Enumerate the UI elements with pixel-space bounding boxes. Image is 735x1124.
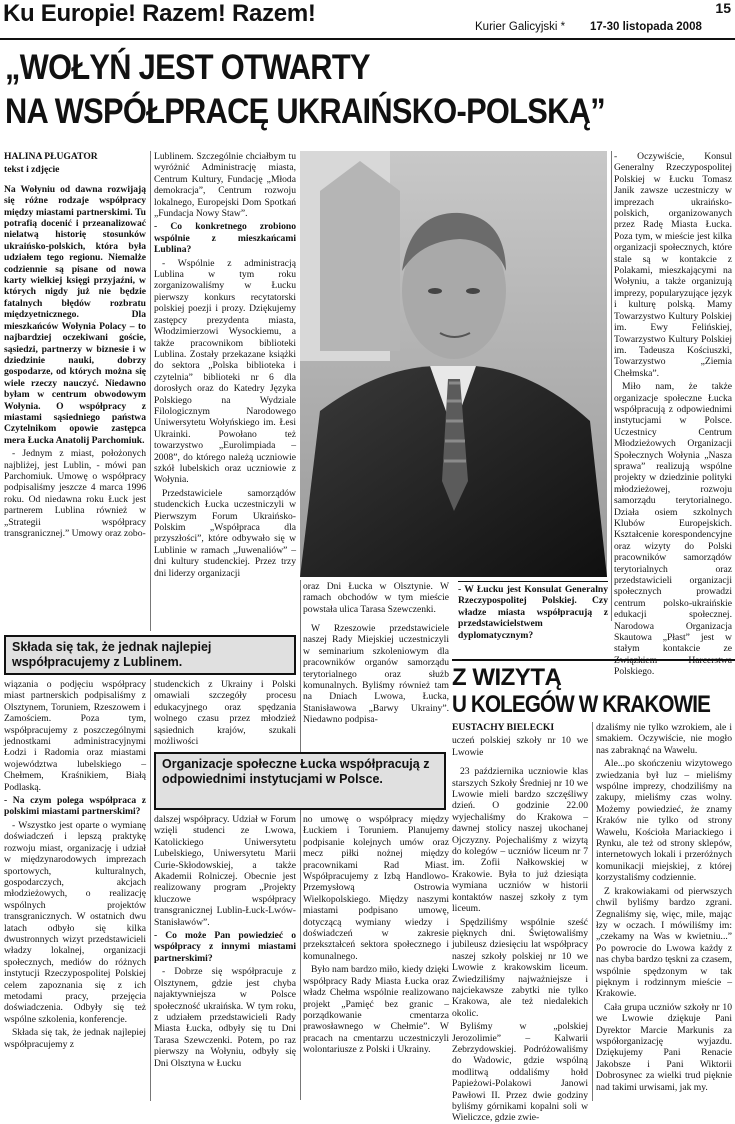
paragraph: dalszej współpracy. Udział w Forum wzięli studenci ze Lwowa, Katolickiego Uniwersytetu Lubelskiego, Uniwersytetu Marii Curie-Skłodowskiej, a także Akademii Rolniczej. Obecnie jest realizowany program „Projekty kluczowe współpracy transgranicznej Lublin-Łuck-Lwów-Stanisławów”. (154, 814, 296, 928)
paragraph: Miło nam, że także organizacje społeczne Łucka współpracują z odpowiednimi instytucjami w Polsce. Uczestnicy Centrum Młodzieżowych Organizacji Społecznych Wołynia „Nasza sprawa” realizują wspólne projekty w dziedzinie polityki młodzieżowej, rozwoju samorządu terytorialnego. Działa osiem szkolnych Klubów Europejskich. Kształcenie korespondencyjne oraz wizyty do Polski pracowników samorządów terytorialnych oraz przedstawicieli organizacji społecznych prowadzi centrum polsko-ukraińskie edukacji społecznej. Narodowa Organizacja Skautowa „Płast” jest w stałym kontakcie ze Polskiego. (614, 381, 732, 678)
column-rule (611, 151, 612, 621)
article2-column-2 (596, 722, 732, 1101)
issue-date: 17-30 listopada 2008 (590, 21, 702, 33)
article-column-lower-3 (303, 623, 449, 749)
paragraph: dzaliśmy nie tylko wzrokiem, ale i smakiem. Oczywiście, nie mogło nas zabraknąć na Wawelu. (596, 722, 732, 756)
paragraph: - Dobrze się współpracuje z Olsztynem, gdzie jest chyba najaktywniejsza w Polsce społeczność ukraińska. W tym roku, z udziałem przedstawicieli Rady Miasta Łucka, odbyły się tu Dni Tarasa Szewczenki. Potem, po raz pierwszy na Wołyniu, odbyły się Dni Olsztyna w Łucku (154, 966, 296, 1069)
column-rule (150, 151, 151, 631)
question: - Co konkretnego zrobiono wspólnie z mieszkańcami Lublina? (154, 221, 296, 256)
article-column-2 (154, 151, 296, 631)
paragraph: wiązania o podjęciu współpracy miast partnerskich podpisaliśmy z Olsztynem, Toruniem, Rzeszowem i Zamościem. Poza tym, współpracujemy z poszczególnymi jednostkami administracyjnymi Łodzi i Radomia oraz miastami województwa lubelskiego – Chełmem, Kraśnikiem, Białą Podlaską. (4, 679, 146, 793)
paragraph: Ale...po skończeniu wizytowego zwiedzania był luz – mieliśmy wspólne imprezy, chodziliśmy na zakupy, mieliśmy czas wolny. Możemy powiedzieć, że znamy Kraków nie tylko od strony Wawelu, Kościoła Mariackiego i Rynku, ale też od strony sklepów, internetowych lokali i przeróżnych komunikacji miejskiej, z której korzystaliśmy codziennie. (596, 758, 732, 884)
paragraph: Byliśmy w „polskiej Jerozolimie” – Kalwarii Zebrzydowskiej. Podróżowaliśmy do Wadowic, gdzie wspólną modlitwą oddaliśmy hołd Papieżowi-Polakowi Janowi Pawłowi II. Przez dwie godziny byliśmy górnikami kopalni soli w Wieliczce, gdzie zwie- (452, 1021, 588, 1124)
paragraph: - Wszystko jest oparte o wymianę doświadczeń i lepszą praktykę rozwoju miast, organizację i udział w międzynarodowych imprezach sportowych, kulturalnych, gospodarczych, akcjach młodzieżowych, o realizację wspólnych projektów transgranicznych. W ostatnich dwu latach odbyło się kilka dwustronnych wizyt przedstawicieli władzy lokalnej, organizacji społecznych, mediów do różnych instytucji Rzeczypospolitej Polskiej celem zapoznania się z ich metodami pracy, przejęcia doświadczenia. Odbyły się też wspólne szkolenia, konferencje. (4, 819, 146, 1025)
column-rule (592, 722, 593, 1101)
paragraph: - Jednym z miast, położonych najbliżej, jest Lublin, - mówi pan Parchomiuk. Umowę o współpracy podpisaliśmy jeszcze 4 marca 1996 roku. Od niedawna roku Łuck jest partnerem Lublina również w „Strategii współpracy transgranicznej.” Umowy oraz zobo- (4, 448, 146, 539)
article-column-1 (4, 151, 146, 631)
header-rule (0, 38, 735, 40)
byline-sub: tekst i zdjęcie (4, 164, 60, 176)
paragraph: Przedstawiciele samorządów studenckich Łucka uczestniczyli w Pierwszym Forum Ukraińsko-Polskim „Współpraca dla przyszłości”, które odbywało się w Lublinie w ramach „Juwenaliów” – dni kultury studenckiej. Przez trzy dni liderzy organizacji (154, 487, 296, 579)
page-number: 15 (715, 0, 731, 16)
pull-quote: Organizacje społeczne Łucka współpracują z odpowiednimi instytucjami w Polsce. (154, 752, 446, 810)
paragraph: Cała grupa uczniów szkoły nr 10 we Lwowie dziękuje Pani Dyrektor Marcie Markunis za współorganizację wyjazdu. Dziękujemy Pani Renacie Jakobsze i Pani Wiktorii Dobrosynec za wielki trud pięknie nad takimi urwisami, jak my. (596, 1001, 732, 1093)
paragraph: studenckich z Ukrainy i Polski omawiali szczegóły procesu edukacyjnego oraz spędzania wolnego czasu przez młodzież sąsiednich krajów, szukali możliwości (154, 679, 296, 748)
paragraph: Lublinem. Szczególnie chciałbym tu wyróżnić Administrację miasta, Centrum Kultury, Fundację „Młoda demokracja”, Centrum rozwoju lokalnego, Europejski Dom Spotkań „Fundacja Nowy Staw”. (154, 151, 296, 220)
paragraph: Spędziliśmy wspólnie sześć pięknych dni. Świętowaliśmy jubileusz dziesięciu lat współpracy naszej szkoły polskiej nr 10 we Lwowie z krakowskim liceum. Zwiedziliśmy najważniejsze i najciekawsze zabytki nie tylko Krakowa, ale też niedalekich okolic. (452, 916, 588, 1019)
paragraph: W Rzeszowie przedstawiciele naszej Rady Miejskiej uczestniczyli w seminarium szkoleniowym dla pracowników organów samorządu terytorialnego oraz służb komunalnych. Byliśmy również tam na Dniach Lwowa, Łucka, Stanisławowa „Barwy Ukrainy”. Niedawno podpisa- (303, 623, 449, 726)
article2-title-line-2: U KOLEGÓW W KRAKOWIE (452, 691, 710, 718)
paragraph: Było nam bardzo miło, kiedy dzięki współpracy Rady Miasta Łucka oraz władz Chełma wspólnie realizowano projekt „Pamięć bez granic – porządkowanie cmentarza prawosławnego w Chełmie”. W pracach na cmentarzu uczestniczyli wolontariusze z Polski i Ukrainy. (303, 964, 450, 1056)
article2-byline: EUSTACHY BIELECKI (452, 722, 555, 733)
paragraph: 23 października uczniowie klas starszych Szkoły Średniej nr 10 we Lwowie mieli bardzo szczęśliwy dzień. O godzinie 22.00 wyjechaliśmy do Krakowa – dawnej stolicy naszej ukochanej Ojczyzny. Pojechaliśmy z wizytą do kolegów – uczniów liceum nr 7 im. Zofii Nałkowskiej w Krakowie. Była to już dziesiąta wymiana uczniów w historii kontaktów naszej szkoły z tym liceum. (452, 766, 588, 915)
article2-column-1 (452, 722, 588, 1124)
question: - Na czym polega współpraca z polskimi miastami partnerskimi? (4, 795, 146, 818)
paragraph: Z krakowiakami od pierwszych chwil byliśmy bardzo zgrani. Zegnaliśmy się, więc, mile, mając łzy w oczach. I mówiliśmy im: „czekamy na Was w kwietniu...” Po powrocie do Lwowa każdy z nas chyba bardzo tęskni za czasem, wspólnie spędzonym w tak pięknym i rodzinnym mieście – Krakowie. (596, 885, 732, 1000)
question: - Co może Pan powiedzieć o współpracy z innymi miastami partnerskimi? (154, 930, 296, 964)
paper-name: Kurier Galicyjski * (475, 21, 566, 33)
article2-title-line-1: Z WIZYTĄ (452, 664, 562, 691)
paragraph: no umowę o współpracy między Łuckiem i Toruniem. Planujemy podpisanie kolejnych umów oraz mecz piłki nożnej między pracownikami Rad Miast. Współpracujemy z Izbą Handlowo-Przemysłową Ostrowia Wielkopolskiego. Między naszymi miastami podpisano umowę, dotyczącą wymiany wiedzy i doświadczeń w zakresie przekształceń sektora społecznego i komunalnego. (303, 814, 449, 962)
article-column-lower-2b (154, 814, 296, 1101)
section-title: Ku Europie! Razem! Razem! (3, 0, 316, 27)
paragraph: - Oczywiście, Konsul Generalny Rzeczypospolitej Polskiej w Łucku Tomasz Janik zawsze uczestniczy w imprezach ukraińsko-polskich, organizowanych przez Radę Miasta Łucka. Poza tym, w mieście jest kilka organizacji społecznych, które stale są w kontakcie z Polakami, mieszkającymi na Wołyniu, a także organizują imprezy, popularyzujące język i kulturę polską. Mamy Towarzystwo Kultury Polskiej im. Ewy Felińskiej, Towarzystwo Kultury Polskiej im. Tadeusza Kościuszki, Towarzystwo „Ziemia Chełmska”. (614, 151, 732, 379)
paragraph: - Wspólnie z administracją Lublina w tym roku zorganizowaliśmy w Łucku pierwszy konkurs recytatorski polskiej poezji i prozy. Dziękujemy zastępcy prezydenta miasta, Włodzimierzowi Wysockiemu, a także pracownikom biblioteki Lublina. Zostały przekazane książki do sektora „Polska biblioteka i czytelnia” biblioteki nr 6 dla dorosłych oraz do Katedry Języka Polskiego na Wydziale Filologicznym Narodowego Uniwersytetu Wołyńskiego im. Łesi Ukrainki. Powołano też towarzystwo „Eurolimpiada – 2008”, do którego należą uczniowie szkół lubelskich oraz uczniowie z Wołynia. (154, 257, 296, 486)
article-column-mid (303, 581, 449, 621)
article-column-lower-3b (303, 814, 449, 1101)
article-column-3 (614, 151, 732, 678)
question: - W Łucku jest Konsulat Generalny Rzeczypospolitej Polskiej. Czy władze miasta współpracują z przedstawicielstwem dyplomatycznym? (458, 584, 608, 641)
article2-byline-sub: uczeń polskiej szkoły nr 10 we Lwowie (452, 735, 588, 758)
pull-quote: Składa się tak, że jednak najlepiej współpracujemy z Lublinem. (4, 635, 296, 675)
portrait-illustration (300, 151, 607, 577)
article-column-lower-1 (4, 679, 146, 1101)
paragraph: oraz Dni Łucka w Olsztynie. W ramach obchodów w tym mieście powstała ulica Tarasa Szewczenki. (303, 581, 449, 615)
question-box (458, 581, 608, 653)
article-column-lower-2 (154, 679, 296, 749)
column-rule (150, 679, 151, 1101)
article-lead: Na Wołyniu od dawna rozwijają się różne rodzaje współpracy między miastami partnerskimi. Tu potrafią docenić i przeanalizować nielatwą historię stosunków ukraińsko-polskich, która była udziałem tego regionu. Niemalże codziennie są pisane od nowa karty wielkiej księgi przyjaźni, w których nigdy już nie będzie fatalnych błędów rozbratu międzyetnicznego. Dla mieszkańców Wołynia Polacy – to najbardziej oczekiwani goście, sąsiedzi, partnerzy w biznesie i w dziedzinie nauki, dobrzy gospodarze, od których można się wiele rzeczy nauczyć. Niedawno byłam w centrum obwodowym Wołynia. O współpracy z miastami sąsiedniego państwa Czytelnikom opowie zastępca mera Łucka Anatolij Parchomiuk. (4, 183, 146, 446)
article-title-line-1: „WOŁYŃ JEST OTWARTY (5, 48, 370, 87)
article2-rule (452, 659, 735, 661)
paragraph: Składa się tak, że jednak najlepiej współpracujemy z (4, 1027, 146, 1050)
article-title-line-2: NA WSPÓŁPRACĘ UKRAIŃSKO-POLSKĄ” (5, 92, 605, 131)
portrait-photo (300, 151, 607, 577)
column-rule (300, 580, 301, 1100)
byline: HALINA PŁUGATOR (4, 151, 98, 162)
